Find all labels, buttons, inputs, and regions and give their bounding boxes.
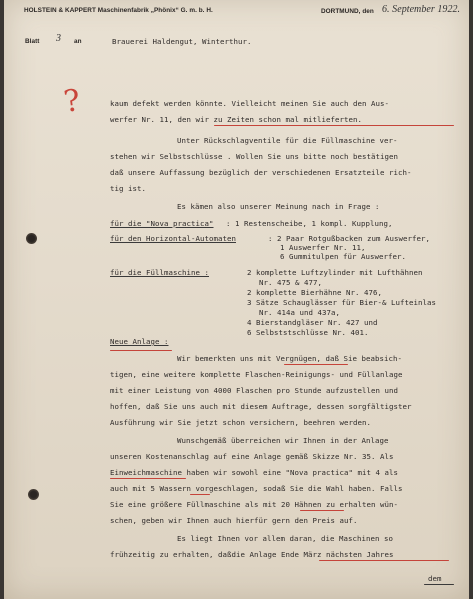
horizontal-item-3: 6 Gummitulpen für Auswerfer.: [280, 252, 406, 261]
red-underline-4: [110, 478, 186, 479]
p2-line-2: stehen wir Selbstschlüsse . Wollen Sie uns bitte noch bestätigen: [110, 152, 398, 161]
p5-line-3: Einweichmaschine haben wir sowohl eine "Nova practica" mit 4 als: [110, 468, 398, 477]
red-underline-6: [300, 510, 344, 511]
fuell-item-2: Nr. 475 & 477,: [259, 278, 322, 287]
p2-line-1: Unter Rückschlagventile für die Füllmaschine ver-: [177, 136, 398, 145]
p1-line-1: kaum defekt werden könnte. Vielleicht meinen Sie auch den Aus-: [110, 99, 389, 108]
p4-line-5: Ausführung wir Sie jetzt schon versichern, beehren werden.: [110, 418, 371, 427]
red-underline-2: [110, 350, 172, 351]
letter-sheet: [4, 0, 469, 599]
p5-line-6: schen, geben wir Ihnen auch hierfür gern den Preis auf.: [110, 516, 358, 525]
fuell-item-5: Nr. 414a und 437a,: [259, 308, 340, 317]
p4-line-2: tigen, eine weitere komplette Flaschen-Reinigungs- und Füllanlage: [110, 370, 403, 379]
question-mark-annotation: ?: [61, 83, 83, 120]
p2-line-4: tig ist.: [110, 184, 146, 193]
sheet-number: 3: [56, 33, 62, 44]
catchword-rule: [424, 584, 454, 585]
p4-line-3: mit einer Leistung von 4000 Flaschen pro Stunde aufzustellen und: [110, 386, 398, 395]
to-label: an: [74, 38, 82, 45]
red-underline-1: [214, 125, 454, 126]
p1-line-2: werfer Nr. 11, den wir zu Zeiten schon mal mitlieferten.: [110, 115, 362, 124]
p4-line-1: Wir bemerkten uns mit Vergnügen, daß Sie beabsich-: [177, 354, 402, 363]
fuell-item-3: 2 komplette Bierhähne Nr. 476,: [247, 288, 382, 297]
fuell-item-7: 6 Selbststschlüsse Nr. 401.: [247, 328, 369, 337]
fuell-item-4: 3 Sätze Schauglässer für Bier-& Lufteinlas: [247, 298, 436, 307]
horizontal-label: für den Horizontal-Automaten: [110, 234, 236, 243]
place-label: DORTMUND, den: [321, 8, 374, 15]
p2-line-3: daß unsere Auffassung bezüglich der verschiedenen Ersatzteile rich-: [110, 168, 412, 177]
sheet-label: Blatt: [25, 38, 40, 45]
p4-line-4: hoffen, daß Sie uns auch mit diesem Auftrage, dessen sorgfältigster: [110, 402, 412, 411]
nova-label: für die "Nova practica": [110, 219, 214, 228]
catchword: dem: [428, 574, 442, 583]
p6-line-1: Es liegt Ihnen vor allem daran, die Maschinen so: [177, 534, 393, 543]
fuell-label: für die Füllmaschine :: [110, 268, 209, 277]
p5-line-1: Wunschgemäß überreichen wir Ihnen in der Anlage: [177, 436, 389, 445]
red-underline-5: [190, 494, 210, 495]
letter-date: 6. September 1922.: [382, 4, 461, 15]
red-underline-3: [284, 364, 348, 365]
fuell-item-1: 2 komplette Luftzylinder mit Lufthähnen: [247, 268, 423, 277]
p3-line: Es kämen also unserer Meinung nach in Frage :: [177, 202, 380, 211]
section-heading-neue-anlage: Neue Anlage :: [110, 337, 169, 346]
p5-line-5: Sie eine größere Füllmaschine als mit 20 Hähnen zu erhalten wün-: [110, 500, 398, 509]
red-underline-7: [319, 560, 449, 561]
punch-hole-top: [26, 233, 37, 244]
p6-line-2: frühzeitig zu erhalten, daßdie Anlage Ende März nächsten Jahres: [110, 550, 394, 559]
company-name: HOLSTEIN & KAPPERT Maschinenfabrik „Phönix“ G. m. b. H.: [24, 7, 213, 14]
fuell-item-6: 4 Bierstandgläser Nr. 427 und: [247, 318, 378, 327]
horizontal-item-2: 1 Auswerfer Nr. 11,: [280, 243, 366, 252]
nova-text: : 1 Restenscheibe, 1 kompl. Kupplung,: [226, 219, 393, 228]
p5-line-4: auch mit 5 Wassern vorgeschlagen, sodaß Sie die Wahl haben. Falls: [110, 484, 403, 493]
recipient: Brauerei Haldengut, Winterthur.: [112, 37, 252, 46]
punch-hole-bottom: [28, 489, 39, 500]
horizontal-item-1: : 2 Paar Rotgußbacken zum Auswerfer,: [268, 234, 430, 243]
p5-line-2: unseren Kostenanschlag auf eine Anlage gemäß Skizze Nr. 35. Als: [110, 452, 394, 461]
